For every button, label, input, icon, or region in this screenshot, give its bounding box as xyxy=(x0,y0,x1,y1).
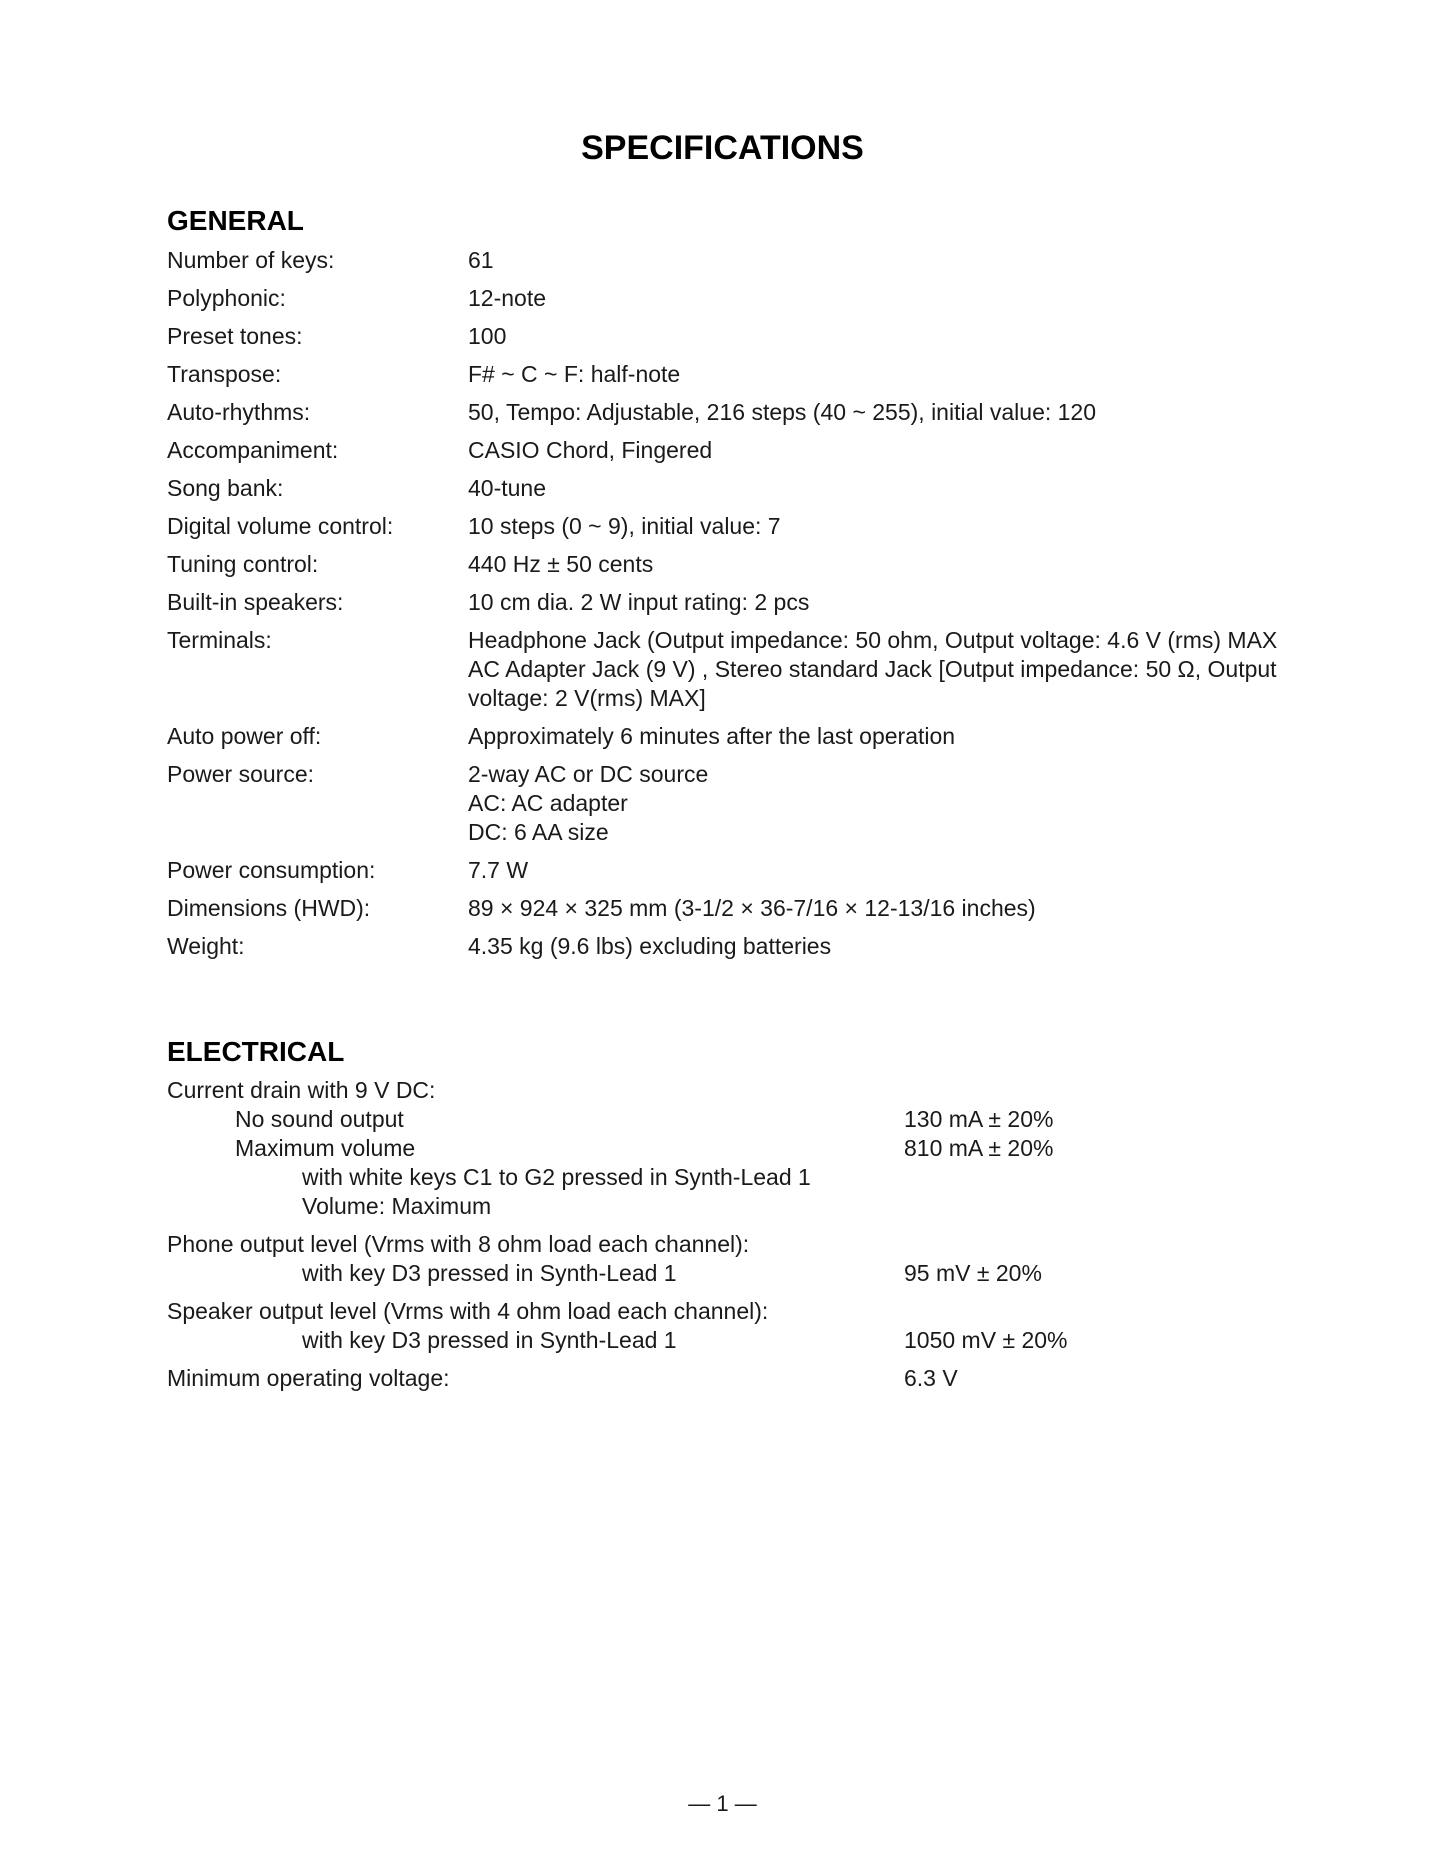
spec-value-line: DC: 6 AA size xyxy=(468,819,609,845)
spec-row xyxy=(167,626,1347,713)
general-heading: GENERAL xyxy=(167,205,304,236)
spec-value-line: Headphone Jack (Output impedance: 50 ohm, Output voltage: 4.6 V (rms) MAX xyxy=(468,627,1278,653)
general-spec-list xyxy=(167,246,1347,970)
spec-value-line: 440 Hz ± 50 cents xyxy=(468,551,654,577)
electrical-spec-list xyxy=(167,1076,1347,1393)
spec-value-line: 40-tune xyxy=(468,475,547,501)
spec-value-line: 10 cm dia. 2 W input rating: 2 pcs xyxy=(468,589,810,615)
spec-value xyxy=(468,856,1347,885)
spec-value-line: CASIO Chord, Fingered xyxy=(468,437,713,463)
no-sound-value: 130 mA ± 20% xyxy=(904,1106,1054,1132)
spec-row xyxy=(167,436,1347,465)
spec-value xyxy=(468,722,1347,751)
spec-value xyxy=(468,474,1347,503)
spec-row xyxy=(167,398,1347,427)
spec-label: Number of keys: xyxy=(167,247,335,273)
spec-value-line: 12-note xyxy=(468,285,547,311)
min-voltage-row xyxy=(167,1364,1347,1393)
spec-value-line: 100 xyxy=(468,323,507,349)
spec-row xyxy=(167,894,1347,923)
current-drain-row xyxy=(167,1076,1347,1105)
spec-value xyxy=(468,322,1347,351)
phone-output-value: 95 mV ± 20% xyxy=(904,1260,1042,1286)
max-volume-condition-2: Volume: Maximum xyxy=(302,1193,492,1219)
spec-label: Dimensions (HWD): xyxy=(167,895,371,921)
phone-output-condition-row xyxy=(167,1259,1347,1288)
spec-row xyxy=(167,722,1347,751)
spec-label: Polyphonic: xyxy=(167,285,286,311)
spec-label: Terminals: xyxy=(167,627,272,653)
spec-row xyxy=(167,550,1347,579)
spec-value-line: 10 steps (0 ~ 9), initial value: 7 xyxy=(468,513,781,539)
no-sound-label: No sound output xyxy=(235,1106,404,1132)
spec-row xyxy=(167,474,1347,503)
spec-value xyxy=(468,894,1347,923)
spec-row xyxy=(167,246,1347,275)
spec-value-line: 61 xyxy=(468,247,494,273)
spec-row xyxy=(167,360,1347,389)
spec-row xyxy=(167,760,1347,847)
max-volume-row xyxy=(167,1134,1347,1163)
spec-label: Auto-rhythms: xyxy=(167,399,311,425)
spec-label: Weight: xyxy=(167,933,245,959)
spec-label: Built-in speakers: xyxy=(167,589,344,615)
spec-value xyxy=(468,588,1347,617)
spec-label: Tuning control: xyxy=(167,551,319,577)
min-voltage-value: 6.3 V xyxy=(904,1365,958,1391)
spec-label: Power source: xyxy=(167,761,315,787)
spec-value xyxy=(468,246,1347,275)
spec-value-line: 50, Tempo: Adjustable, 216 steps (40 ~ 255), initial value: 120 xyxy=(468,399,1097,425)
phone-output-condition: with key D3 pressed in Synth-Lead 1 xyxy=(302,1260,677,1286)
max-volume-condition-row xyxy=(167,1192,1347,1221)
spec-row xyxy=(167,856,1347,885)
spec-value-line: Approximately 6 minutes after the last operation xyxy=(468,723,956,749)
phone-output-label: Phone output level (Vrms with 8 ohm load each channel): xyxy=(167,1231,750,1257)
spec-value xyxy=(468,626,1347,713)
spec-label: Digital volume control: xyxy=(167,513,394,539)
spec-value xyxy=(468,760,1347,847)
spec-label: Transpose: xyxy=(167,361,282,387)
page-number: — 1 — xyxy=(688,1791,757,1816)
current-drain-label: Current drain with 9 V DC: xyxy=(167,1077,436,1103)
spec-label: Preset tones: xyxy=(167,323,303,349)
speaker-output-row xyxy=(167,1297,1347,1326)
spec-value xyxy=(468,284,1347,313)
no-sound-row xyxy=(167,1105,1347,1134)
max-volume-condition-1: with white keys C1 to G2 pressed in Synth-Lead 1 xyxy=(302,1164,811,1190)
spec-row xyxy=(167,512,1347,541)
spec-value-line: 7.7 W xyxy=(468,857,529,883)
spec-value xyxy=(468,436,1347,465)
phone-output-row xyxy=(167,1230,1347,1259)
max-volume-condition-row xyxy=(167,1163,1347,1192)
spec-value xyxy=(468,932,1347,961)
spec-value-line: F# ~ C ~ F: half-note xyxy=(468,361,681,387)
spec-row xyxy=(167,322,1347,351)
speaker-output-label: Speaker output level (Vrms with 4 ohm load each channel): xyxy=(167,1298,769,1324)
spec-row xyxy=(167,932,1347,961)
spec-value xyxy=(468,512,1347,541)
spec-value-line: 89 × 924 × 325 mm (3-1/2 × 36-7/16 × 12-13/16 inches) xyxy=(468,895,1036,921)
max-volume-label: Maximum volume xyxy=(235,1135,416,1161)
spec-value-line: AC Adapter Jack (9 V) , Stereo standard Jack [Output impedance: 50 Ω, Output xyxy=(468,656,1277,682)
spec-label: Song bank: xyxy=(167,475,284,501)
speaker-output-condition: with key D3 pressed in Synth-Lead 1 xyxy=(302,1327,677,1353)
spec-label: Power consumption: xyxy=(167,857,376,883)
spec-value-line: AC: AC adapter xyxy=(468,790,628,816)
page-title: SPECIFICATIONS xyxy=(581,129,864,167)
spec-label: Auto power off: xyxy=(167,723,322,749)
spec-row xyxy=(167,588,1347,617)
spec-value xyxy=(468,398,1347,427)
spec-row xyxy=(167,284,1347,313)
spec-label: Accompaniment: xyxy=(167,437,339,463)
spec-value-line: 2-way AC or DC source xyxy=(468,761,709,787)
spec-value-line: voltage: 2 V(rms) MAX] xyxy=(468,685,706,711)
spec-value-line: 4.35 kg (9.6 lbs) excluding batteries xyxy=(468,933,832,959)
electrical-heading: ELECTRICAL xyxy=(167,1036,345,1067)
spec-value xyxy=(468,550,1347,579)
min-voltage-label: Minimum operating voltage: xyxy=(167,1365,450,1391)
speaker-output-value: 1050 mV ± 20% xyxy=(904,1327,1068,1353)
spec-value xyxy=(468,360,1347,389)
max-volume-value: 810 mA ± 20% xyxy=(904,1135,1054,1161)
speaker-output-condition-row xyxy=(167,1326,1347,1355)
